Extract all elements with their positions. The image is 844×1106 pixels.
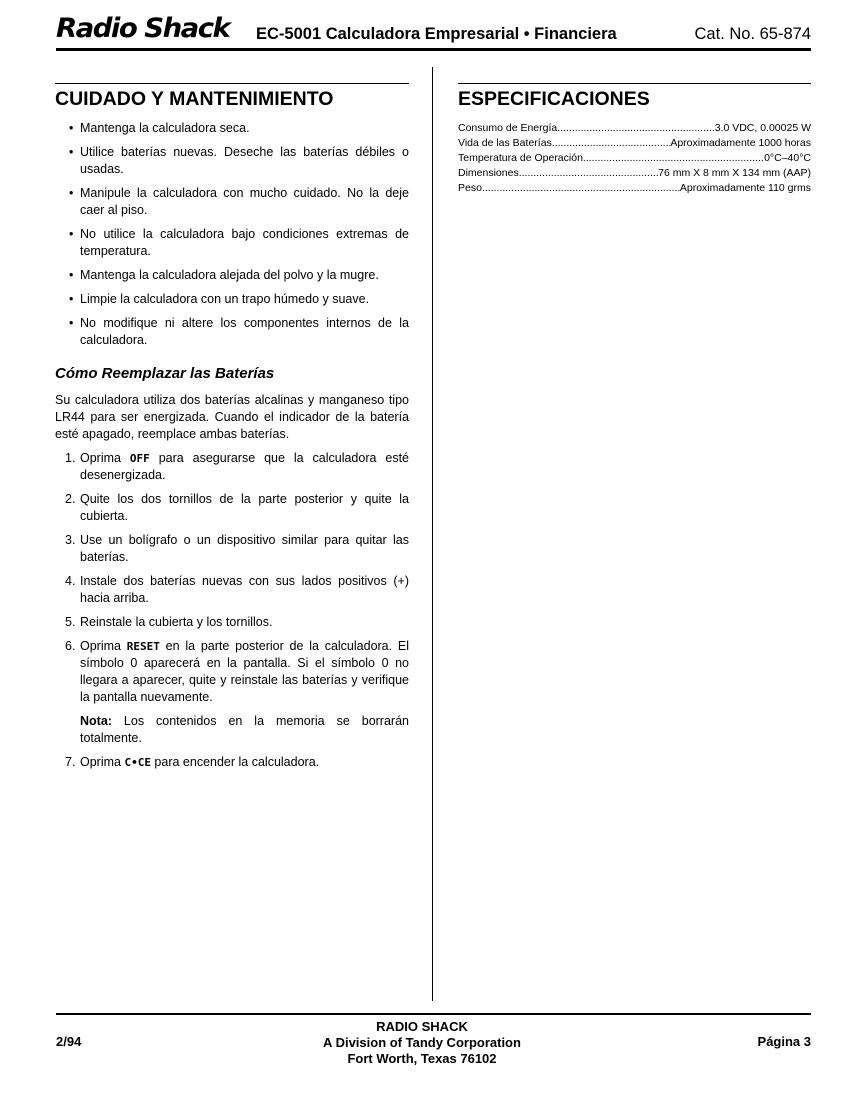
care-heading: CUIDADO Y MANTENIMIENTO xyxy=(55,88,334,110)
battery-steps xyxy=(55,450,409,771)
footer-rule xyxy=(56,1013,811,1015)
bullet-icon: • xyxy=(69,268,74,282)
specs-heading: ESPECIFICACIONES xyxy=(458,88,650,110)
bullet-icon: • xyxy=(69,292,74,306)
spec-row: Consumo de Energía ..... 3.0 VDC, 0.00025 W xyxy=(458,121,811,136)
bullet-icon: • xyxy=(69,145,74,159)
spec-row: Peso ..... Aproximadamente 110 grms xyxy=(458,181,811,196)
bullet-icon: • xyxy=(69,227,74,241)
catalog-number: Cat. No. 65-874 xyxy=(694,25,811,43)
care-item: • Limpie la calculadora con un trapo húmedo y suave. xyxy=(69,292,370,306)
bullet-icon: • xyxy=(69,316,74,330)
page-header xyxy=(56,10,811,50)
step-item: 7. Oprima C•CE para encender la calculadora. xyxy=(65,755,320,769)
care-item: • Manipule la calculadora con mucho cuidado. No la deje caer al piso. xyxy=(69,186,409,217)
step-item: 6. Oprima RESET en la parte posterior de la calculadora. El símbolo 0 aparecerá en la pantalla. Si el símbolo 0 no llegara a aparecer, quite y reinstale las baterías y verifique la pantalla nuevamente. Nota: Los contenidos en la memoria se borrarán totalmente. xyxy=(65,639,409,745)
footer-company: RADIO SHACK xyxy=(376,1019,468,1034)
footer-division: A Division of Tandy Corporation xyxy=(323,1035,521,1050)
page-number: Página 3 xyxy=(757,1034,811,1049)
header-rule xyxy=(56,48,811,51)
care-item: • No modifique ni altere los componentes internos de la calculadora. xyxy=(69,316,409,347)
right-column xyxy=(458,83,811,196)
memory-note: Nota: Los contenidos en la memoria se borrarán totalmente. xyxy=(80,714,409,745)
bullet-icon: • xyxy=(69,186,74,200)
care-list xyxy=(55,120,409,349)
radio-shack-logo: Radio Shack xyxy=(56,13,230,44)
step-item: 3. Use un bolígrafo o un dispositivo similar para quitar las baterías. xyxy=(65,533,409,564)
spec-row: Temperatura de Operación ..... 0°C–40°C xyxy=(458,151,811,166)
footer-date: 2/94 xyxy=(56,1034,82,1049)
battery-heading: Cómo Reemplazar las Baterías xyxy=(55,365,275,382)
spec-row: Dimensiones ..... 76 mm X 8 mm X 134 mm (AAP) xyxy=(458,166,811,181)
step-item: 1. Oprima OFF para asegurarse que la calculadora esté desenergizada. xyxy=(65,451,409,482)
left-column xyxy=(55,83,409,778)
footer-address: Fort Worth, Texas 76102 xyxy=(347,1051,497,1066)
step-item: 5. Reinstale la cubierta y los tornillos. xyxy=(65,615,273,629)
care-item: • Utilice baterías nuevas. Deseche las baterías débiles o usadas. xyxy=(69,145,409,176)
step-item: 2. Quite los dos tornillos de la parte posterior y quite la cubierta. xyxy=(65,492,409,523)
bullet-icon: • xyxy=(69,121,74,135)
footer-company-block xyxy=(0,1019,844,1067)
column-divider xyxy=(432,67,433,1001)
care-item: • No utilice la calculadora bajo condiciones extremas de temperatura. xyxy=(69,227,409,258)
step-item: 4. Instale dos baterías nuevas con sus lados positivos (+) hacia arriba. xyxy=(65,574,409,605)
off-key-label: OFF xyxy=(129,452,150,465)
specs-table xyxy=(458,121,811,196)
care-item: • Mantenga la calculadora alejada del polvo y la mugre. xyxy=(69,268,379,282)
spec-row: Vida de las Baterías ..... Aproximadamente 1000 horas xyxy=(458,136,811,151)
reset-key-label: RESET xyxy=(126,640,160,653)
care-item: • Mantenga la calculadora seca. xyxy=(69,121,250,135)
document-title: EC-5001 Calculadora Empresarial • Financiera xyxy=(256,25,617,43)
cce-key-label: C•CE xyxy=(124,756,151,769)
battery-intro: Su calculadora utiliza dos baterías alcalinas y manganeso tipo LR44 para ser energizada. Cuando el indicador de la batería esté apagado, reemplace ambas baterías. xyxy=(55,393,409,441)
